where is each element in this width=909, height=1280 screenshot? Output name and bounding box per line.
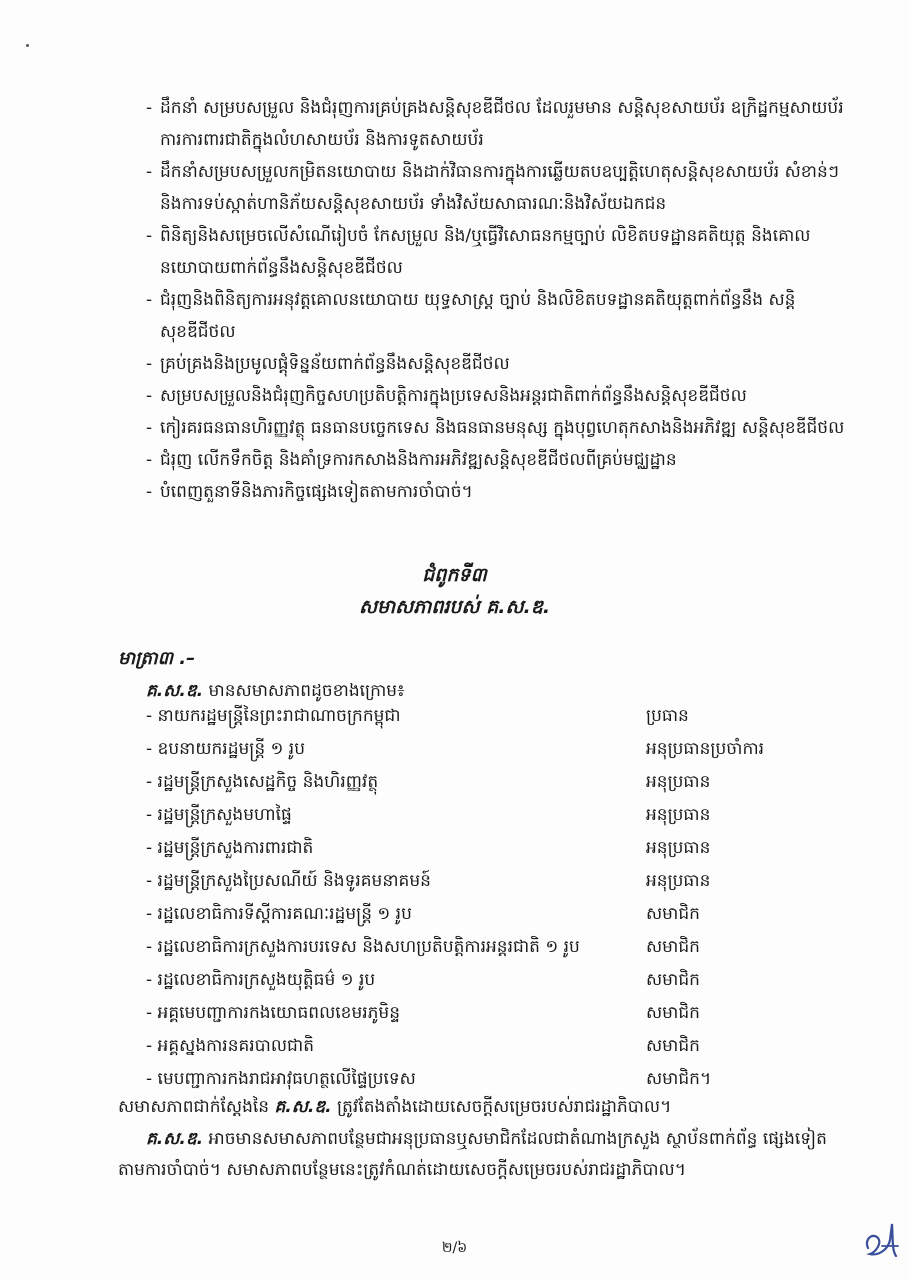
member-role: អនុប្រធាន bbox=[646, 772, 711, 792]
member-row bbox=[146, 1030, 866, 1063]
bullet-text: ជំរុញនិងពិនិត្យការអនុវត្តគោលនយោបាយ យុទ្ធសាស្ត្រ ច្បាប់ និងលិខិតបទដ្ឋានគតិយុត្តពាក់ព័ន្ធនឹង សន្តិសុខឌីជីថល bbox=[160, 290, 796, 342]
bullet-item bbox=[146, 92, 846, 156]
bullet-dash: - bbox=[146, 418, 153, 438]
bullet-text: ពិនិត្យនិងសម្រេចលើសំណើរៀបចំ កែសម្រួល និង/ឬធ្វើវិសោធនកម្មច្បាប់ លិខិតបទដ្ឋានគតិយុត្ត និងគោលនយោបាយពាក់ព័ន្ធនឹងសន្តិសុខឌីជីថល bbox=[160, 226, 811, 278]
function-bullet-list bbox=[146, 92, 846, 508]
member-row bbox=[146, 898, 866, 931]
member-name: - រដ្ឋមន្ត្រីក្រសួងសេដ្ឋកិច្ច និងហិរញ្ញវត្ថុ bbox=[146, 772, 379, 792]
handwritten-initials-icon bbox=[862, 1210, 902, 1262]
bullet-text: កៀរគរធនធានហិរញ្ញវត្ថុ ធនធានបច្ចេកទេស និងធនធានមនុស្ស ក្នុងបុព្វហេតុកសាងនិងអភិវឌ្ឍ សន្តិសុខឌីជីថល bbox=[160, 418, 845, 438]
member-name: - នាយករដ្ឋមន្ត្រីនៃព្រះរាជាណាចក្រកម្ពុជា bbox=[146, 706, 401, 726]
member-row bbox=[146, 799, 866, 832]
member-role: សមាជិក bbox=[646, 937, 700, 957]
member-name: - រដ្ឋមន្ត្រីក្រសួងប្រៃសណីយ៍ និងទូរគមនាគមន៍ bbox=[146, 871, 431, 891]
bullet-text: បំពេញតួនាទីនិងភារកិច្ចផ្សេងទៀតតាមការចាំបាច់។ bbox=[160, 482, 473, 502]
paragraph-appointment: សមាសភាពជាក់ស្តែងនៃ គ.ស.ឌ. ត្រូវតែងតាំងដោយសេចក្តីសម្រេចរបស់រាជរដ្ឋាភិបាល។ bbox=[118, 1097, 672, 1117]
bullet-dash: - bbox=[146, 354, 153, 374]
bullet-dash: - bbox=[146, 386, 153, 406]
bullet-item bbox=[146, 476, 846, 508]
member-row bbox=[146, 700, 866, 733]
member-name: - អគ្គមេបញ្ជាការកងយោធពលខេមរភូមិន្ទ bbox=[146, 1003, 401, 1023]
member-name: - មេបញ្ជាការកងរាជអាវុធហត្ថលើផ្ទៃប្រទេស bbox=[146, 1069, 416, 1089]
member-name: - រដ្ឋលេខាធិការក្រសួងយុត្តិធម៌ ១ រូប bbox=[146, 970, 376, 990]
bullet-item bbox=[146, 380, 846, 412]
article-heading: មាត្រា៣ .– bbox=[118, 648, 196, 669]
bullet-dash: - bbox=[146, 482, 153, 502]
member-row bbox=[146, 766, 866, 799]
committee-abbr: គ.ស.ឌ. bbox=[146, 1129, 204, 1149]
member-name: - រដ្ឋលេខាធិការទីស្តីការគណៈរដ្ឋមន្ត្រី ១ រូប bbox=[146, 904, 412, 924]
bullet-dash: - bbox=[146, 162, 153, 182]
member-name: - រដ្ឋលេខាធិការក្រសួងការបរទេស និងសហប្រតិបត្តិការអន្តរជាតិ ១ រូប bbox=[146, 937, 580, 957]
member-name: - រដ្ឋមន្ត្រីក្រសួងការពារជាតិ bbox=[146, 838, 314, 858]
chapter-number: ជំពូកទី៣ bbox=[422, 564, 487, 586]
member-role: សមាជិក bbox=[646, 970, 700, 990]
chapter-title: សមាសភាពរបស់ គ.ស.ឌ. bbox=[358, 596, 551, 618]
bullet-dash: - bbox=[146, 226, 153, 246]
bullet-item bbox=[146, 444, 846, 476]
member-role: ប្រធាន bbox=[646, 706, 689, 726]
bullet-dash: - bbox=[146, 98, 153, 118]
bullet-dash: - bbox=[146, 450, 153, 470]
bullet-text: គ្រប់គ្រងនិងប្រមូលផ្តុំទិន្នន័យពាក់ព័ន្ធនឹងសន្តិសុខឌីជីថល bbox=[160, 354, 510, 374]
bullet-text: ដឹកនាំសម្របសម្រួលកម្រិតនយោបាយ និងដាក់វិធានការក្នុងការឆ្លើយតបឧប្បត្តិហេតុសន្តិសុខសាយប័រ សំខាន់ៗ និងការទប់ស្កាត់ហានិភ័យសន្តិសុខសាយប័រ ទាំងវិស័យសាធារណៈនិងវិស័យឯកជន bbox=[160, 162, 839, 214]
bullet-text: ជំរុញ លើកទឹកចិត្ត និងគាំទ្រការកសាងនិងការអភិវឌ្ឍសន្តិសុខឌីជីថលពីគ្រប់មជ្ឈដ្ឋាន bbox=[160, 450, 677, 470]
bullet-text: សម្របសម្រួលនិងជំរុញកិច្ចសហប្រតិបត្តិការក្នុងប្រទេសនិងអន្តរជាតិពាក់ព័ន្ធនឹងសន្តិសុខឌីជីថល bbox=[160, 386, 747, 406]
member-role: អនុប្រធាន bbox=[646, 871, 711, 891]
member-role: អនុប្រធាន bbox=[646, 805, 711, 825]
member-role: អនុប្រធានប្រចាំការ bbox=[646, 739, 765, 759]
bullet-item bbox=[146, 412, 846, 444]
bullet-item bbox=[146, 220, 846, 284]
member-row bbox=[146, 964, 866, 997]
bullet-text: ដឹកនាំ សម្របសម្រួល និងជំរុញការគ្រប់គ្រងសន្តិសុខឌីជីថល ដែលរួមមាន សន្តិសុខសាយប័រ ឧក្រិដ្ឋកម្មសាយប័រ ការការពារជាតិក្នុងលំហសាយប័រ និងការទូតសាយប័រ bbox=[160, 98, 844, 150]
bullet-item bbox=[146, 156, 846, 220]
bullet-item bbox=[146, 348, 846, 380]
page-number: ២/៦ bbox=[441, 1240, 468, 1256]
member-row bbox=[146, 997, 866, 1030]
member-row bbox=[146, 733, 866, 766]
member-role: សមាជិក bbox=[646, 1003, 700, 1023]
member-name: - អគ្គស្នងការនគរបាលជាតិ bbox=[146, 1036, 315, 1056]
paragraph-additional-members: គ.ស.ឌ. អាចមានសមាសភាពបន្ថែមជាអនុប្រធានឬសមាជិកដែលជាតំណាងក្រសួង ស្ថាប័នពាក់ព័ន្ធ ផ្សេងទៀត តាមការចាំបាច់។ សមាសភាពបន្ថែមនេះត្រូវកំណត់ដោយសេចក្តីសម្រេចរបស់រាជរដ្ឋាភិបាល។ bbox=[118, 1129, 827, 1180]
member-role: សមាជិក bbox=[646, 1036, 700, 1056]
member-name: - ឧបនាយករដ្ឋមន្ត្រី ១ រូប bbox=[146, 739, 305, 759]
bullet-item bbox=[146, 284, 846, 348]
member-row bbox=[146, 931, 866, 964]
member-name: - រដ្ឋមន្ត្រីក្រសួងមហាផ្ទៃ bbox=[146, 805, 292, 825]
member-row bbox=[146, 865, 866, 898]
member-role: សមាជិក bbox=[646, 904, 700, 924]
scan-speck bbox=[26, 44, 29, 47]
member-role: អនុប្រធាន bbox=[646, 838, 711, 858]
committee-abbr: គ.ស.ឌ. bbox=[274, 1097, 332, 1117]
bullet-dash: - bbox=[146, 290, 153, 310]
members-intro-text: មានសមាសភាពដូចខាងក្រោម៖ bbox=[203, 681, 405, 701]
member-role: សមាជិក។ bbox=[646, 1069, 712, 1089]
members-list bbox=[146, 700, 866, 1096]
member-row bbox=[146, 832, 866, 865]
committee-abbr: គ.ស.ឌ. bbox=[146, 681, 204, 701]
